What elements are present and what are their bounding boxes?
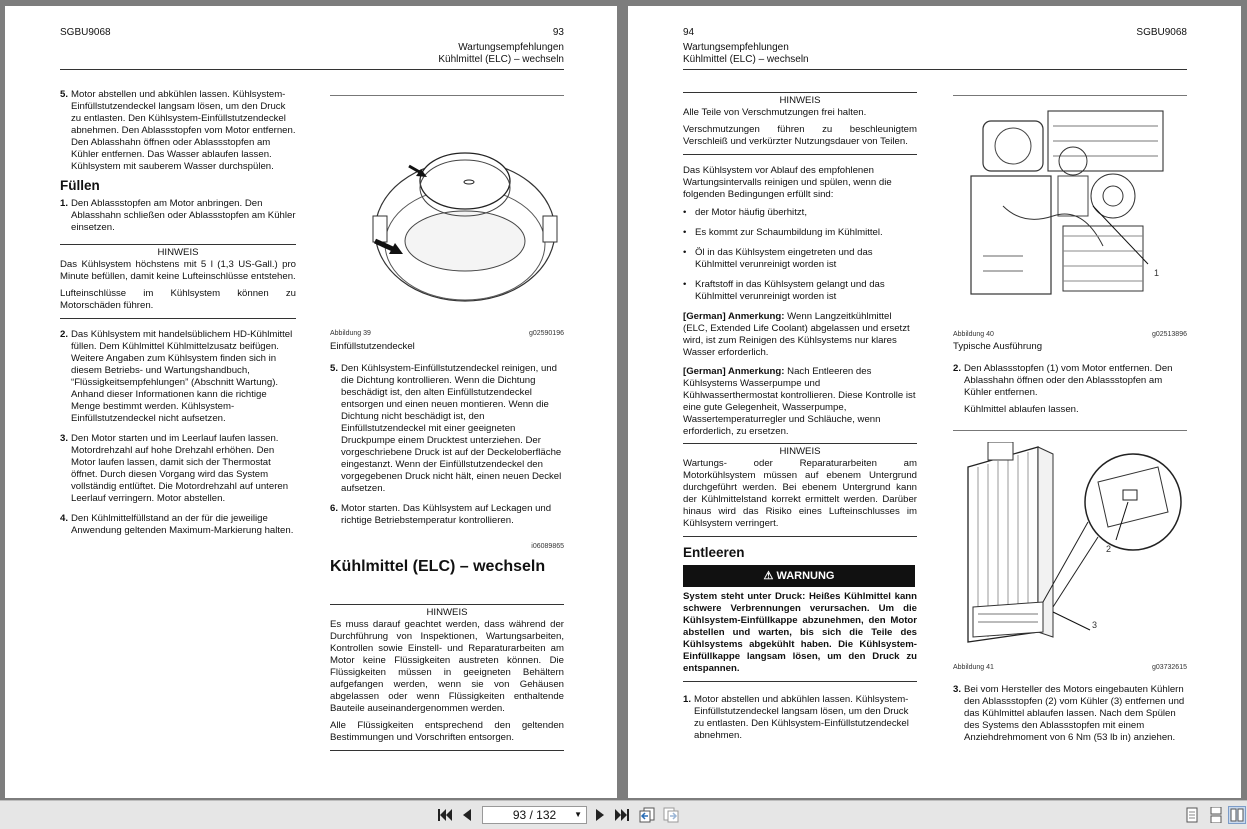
left-page: [5, 6, 617, 798]
step-number: 2.: [953, 363, 962, 374]
figure-40-top-rule: [953, 95, 1187, 96]
left-column-1: [60, 89, 296, 537]
notice-title: HINWEIS: [426, 607, 468, 618]
left-header-rule: [60, 69, 564, 70]
step-text: Motor abstellen und abkühlen lassen. Kühlsystem-Einfüllstutzendeckel langsam lösen, um den Druck zu entlasten. Den Kühlsystem-Einfüllstutzendeckel abnehmen. Den Ablassstopfen vom Motor entfernen. Den Ablasshahn öffnen oder Ablassstopfen am Kühler entfernen. Das Wasser ablaufen lassen. Kühlsystem mit sauberem Wasser durchspülen.: [71, 89, 296, 172]
forward-icon[interactable]: [662, 806, 680, 824]
step-subtext: Kühlmittel ablaufen lassen.: [964, 404, 1079, 415]
continuous-page-icon[interactable]: [1208, 806, 1224, 824]
engine-illustration: [963, 106, 1173, 296]
note-label: [German] Anmerkung:: [683, 311, 785, 322]
page-indicator: 93 / 132: [512, 808, 557, 822]
figure-40-caption: Typische Ausführung: [953, 341, 1043, 352]
figure-39-code: g02590196: [528, 330, 564, 337]
right-header-rule: [683, 69, 1187, 70]
notice-text: Alle Flüssigkeiten entsprechend den geltenden Bestimmungen und Vorschriften entsorgen.: [330, 720, 564, 743]
note-text: Wenn Langzeitkühlmittel (ELC, Extended Life Coolant) abgelassen und ersetzt wird, ist zum Reinigen des Kühlsystems nur klares Wasser erforderlich.: [683, 311, 910, 358]
radiator-illustration: [958, 442, 1183, 647]
single-page-icon[interactable]: [1184, 806, 1200, 824]
left-header-subtitle: Kühlmittel (ELC) – wechseln: [438, 54, 564, 65]
facing-pages-icon[interactable]: [1228, 806, 1246, 824]
right-column-1: [683, 92, 917, 742]
step-text: Motor starten. Das Kühlsystem auf Leckagen und richtige Betriebstemperatur kontrollieren.: [341, 503, 552, 526]
notice-box-3: [683, 92, 917, 155]
drain-step-3: [953, 684, 1187, 744]
notice-box-2: [330, 604, 564, 751]
drain-step-2: [953, 363, 1187, 416]
figure-41-label: Abbildung 41: [953, 664, 994, 671]
warning-text: System steht unter Druck: Heißes Kühlmittel kann schwere Verbrennungen verursachen. Um die Kühlsystem-Einfüllkappe abzunehmen, den Motor abstellen und warten, bis sich die Teile des Kühlsystems abgekühlt haben. Die Kühlsystem-Einfüllkappe langsam lösen, um den Druck zu entspannen.: [683, 591, 917, 682]
step-text: Den Kühlmittelfüllstand an der für die jeweilige Anwendung geltenden Maximum-Markierung halten.: [71, 513, 294, 536]
step-number: 5.: [330, 363, 339, 374]
step-text: Motor abstellen und abkühlen lassen. Kühlsystem-Einfüllstutzendeckel langsam lösen, um den Druck zu entlasten. Den Kühlsystem-Einfüllstutzendeckel abnehmen.: [694, 694, 909, 741]
page-number-select[interactable]: [482, 806, 587, 824]
step-number: 4.: [60, 513, 69, 524]
figure-39-top-rule: [330, 95, 564, 96]
condition-list: [683, 207, 917, 303]
right-header-title: Wartungsempfehlungen: [683, 42, 789, 53]
back-icon[interactable]: [638, 806, 656, 824]
notice-text: Alle Teile von Verschmutzungen frei halten.: [683, 107, 867, 118]
notice-title: HINWEIS: [779, 95, 821, 106]
notice-text: Wartungs- oder Reparaturarbeiten am Motorkühlsystem müssen auf ebenem Untergrund durchgeführt werden. Bei ebenem Untergrund kann der Kühlmittelstand korrekt ermittelt werden. Darüber hinaus wird das Risiko eines Lufteinschlusses im Kühlsystem verringert.: [683, 458, 917, 529]
figure-41-top-rule: [953, 430, 1187, 431]
step-number: 5.: [60, 89, 69, 100]
chevron-down-icon: ▼: [574, 810, 582, 819]
step-number: 3.: [60, 433, 69, 444]
drain-step-1: [683, 694, 917, 742]
note-1: [683, 311, 917, 359]
left-header-title: Wartungsempfehlungen: [458, 42, 564, 53]
fill-step-4: [60, 513, 296, 537]
intro-text: Das Kühlsystem vor Ablauf des empfohlenen Wartungsintervalls reinigen und spülen, wenn die folgenden Bedingungen erfüllt sind:: [683, 165, 892, 200]
figure-39-label: Abbildung 39: [330, 330, 371, 337]
step-6: [330, 503, 564, 527]
step-text: Das Kühlsystem mit handelsüblichem HD-Kühlmittel füllen. Dem Kühlmittel Kühlmittelzusatz beifügen. Weitere Angaben zum Kühlsystem finden sich in diesem Betriebs- und Wartungshandbuch, “Flüssigkeitsempfehlungen” (Abschnitt Wartung). Anhand dieser Informationen kann die richtige Menge bestimmt werden. Kühlsystem-Einfüllstutzendeckel nicht aufsetzen.: [71, 329, 293, 424]
figure-40-label: Abbildung 40: [953, 331, 994, 338]
step-text: Den Ablassstopfen am Motor anbringen. Den Ablasshahn schließen oder Ablassstopfen am Kühler einsetzen.: [71, 198, 296, 233]
left-column-2: [330, 363, 564, 527]
step-number: 1.: [60, 198, 69, 209]
right-header-code: SGBU9068: [1136, 27, 1187, 38]
figure-40-code: g02513896: [1151, 331, 1187, 338]
figure-41-callout-2: 2: [1106, 544, 1112, 554]
section-heading: Kühlmittel (ELC) – wechseln: [330, 558, 546, 575]
step-text: Den Ablassstopfen (1) vom Motor entfernen. Den Ablasshahn öffnen oder den Ablassstopfen am Kühler entfernen.: [964, 363, 1173, 398]
left-page-number: 93: [552, 27, 564, 38]
figure-41-callout-3: 3: [1092, 620, 1098, 630]
notice-text: Das Kühlsystem höchstens mit 5 l (1,3 US-Gall.) pro Minute befüllen, damit keine Lufteinschlüsse entstehen.: [60, 259, 296, 282]
figure-40-callout-1: 1: [1154, 268, 1160, 278]
notice-text: Lufteinschlüsse im Kühlsystem können zu Motorschäden führen.: [60, 288, 296, 311]
step-number: 2.: [60, 329, 69, 340]
fill-step-2: [60, 329, 296, 425]
filler-cap-illustration: [365, 146, 565, 316]
step-5b: [330, 363, 564, 495]
section-code: i06089865: [531, 543, 564, 550]
right-page: [628, 6, 1241, 798]
notice-title: HINWEIS: [779, 446, 821, 457]
step-number: 1.: [683, 694, 692, 705]
notice-text: Verschmutzungen führen zu beschleunigtem Verschleiß und verkürzter Nutzungsdauer von Teilen.: [683, 124, 917, 147]
notice-text: Es muss darauf geachtet werden, dass während der Durchführung von Inspektionen, Wartungsarbeiten, Kontrollen sowie Einstell- und Reparaturarbeiten am Motor keine Flüssigkeiten austreten können. Die Flüssigkeiten müssen in geeigneten Behältern aufgefangen werden, wenn sie von Gehäusen abgelassen oder wenn Flüssigkeiten enthaltende Bauteile auseinandergenommen werden.: [330, 619, 564, 714]
step-text: Den Motor starten und im Leerlauf laufen lassen. Motordrehzahl auf hohe Drehzahl erhöhen. Den Motor laufen lassen, damit sich der Thermostat öffnet. Durch diesen Vorgang wird das System vollständig entlüftet. Die Motordrehzahl auf unteren Leerlauf verringern. Motor abstellen.: [71, 433, 289, 504]
warning-banner: [683, 565, 917, 589]
list-item: • Kraftstoff in das Kühlsystem gelangt und das Kühlmittel verunreinigt worden ist: [683, 279, 917, 303]
notice-box-1: [60, 244, 296, 319]
note-text: Nach Entleeren des Kühlsystems Wasserpumpe und Kühlwasserthermostat kontrollieren. Diese Kontrolle ist eine gute Gelegenheit, Wasserpumpe, Wassertemperaturregler und Schläuche, wenn erforderlich, zu ersetzen.: [683, 366, 916, 437]
step-text: Den Kühlsystem-Einfüllstutzendeckel reinigen, und die Dichtung kontrollieren. Wenn die Dichtung beschädigt ist, den alten Einfüllstutzendeckel entsorgen und einen neuen montieren. Wenn die Dichtung nicht beschädigt ist, den Einfüllstutzendeckel mit einer geeigneten Druckpumpe einem Drucktest unterziehen. Der vorgeschriebene Druck ist auf der Deckeloberfläche eingestanzt. Wenn der Einfüllstutzendeckel den vorgegebenen Druck nicht hält, einen neuen Deckel aufsetzen.: [341, 363, 562, 494]
next-page-icon[interactable]: [592, 806, 608, 824]
list-item: • der Motor häufig überhitzt,: [683, 207, 917, 219]
figure-41-code: g03732615: [1151, 664, 1187, 671]
list-item: • Öl in das Kühlsystem eingetreten und das Kühlmittel verunreinigt worden ist: [683, 247, 917, 271]
list-item: • Es kommt zur Schaumbildung im Kühlmittel.: [683, 227, 917, 239]
step-text: Bei vom Hersteller des Motors eingebauten Kühlern den Ablassstopfen (2) vom Kühler (3) entfernen und das Kühlmittel ablaufen lassen. Nach dem Spülen des Systems den Ablassstopfen mit einem Anziehdrehmoment von 6 Nm (53 lb in) anziehen.: [964, 684, 1185, 743]
fill-heading: Füllen: [60, 178, 100, 193]
notice-title: HINWEIS: [157, 247, 199, 258]
warning-triangle-icon: ⚠: [763, 570, 774, 582]
fill-step-1: [60, 198, 296, 234]
drain-heading: Entleeren: [683, 545, 745, 560]
note-label: [German] Anmerkung:: [683, 366, 785, 377]
warning-label: WARNUNG: [776, 570, 835, 582]
step-5: [60, 89, 296, 173]
right-page-number: 94: [683, 27, 695, 38]
left-header-code: SGBU9068: [60, 27, 111, 38]
notice-box-4: [683, 443, 917, 537]
last-page-icon[interactable]: [614, 806, 630, 824]
note-2: [683, 366, 917, 438]
prev-page-icon[interactable]: [459, 806, 475, 824]
step-number: 3.: [953, 684, 962, 695]
figure-39-caption: Einfüllstutzendeckel: [330, 341, 415, 352]
viewer-toolbar: [0, 800, 1247, 829]
step-number: 6.: [330, 503, 339, 514]
right-header-subtitle: Kühlmittel (ELC) – wechseln: [683, 54, 809, 65]
fill-step-3: [60, 433, 296, 505]
first-page-icon[interactable]: [437, 806, 453, 824]
